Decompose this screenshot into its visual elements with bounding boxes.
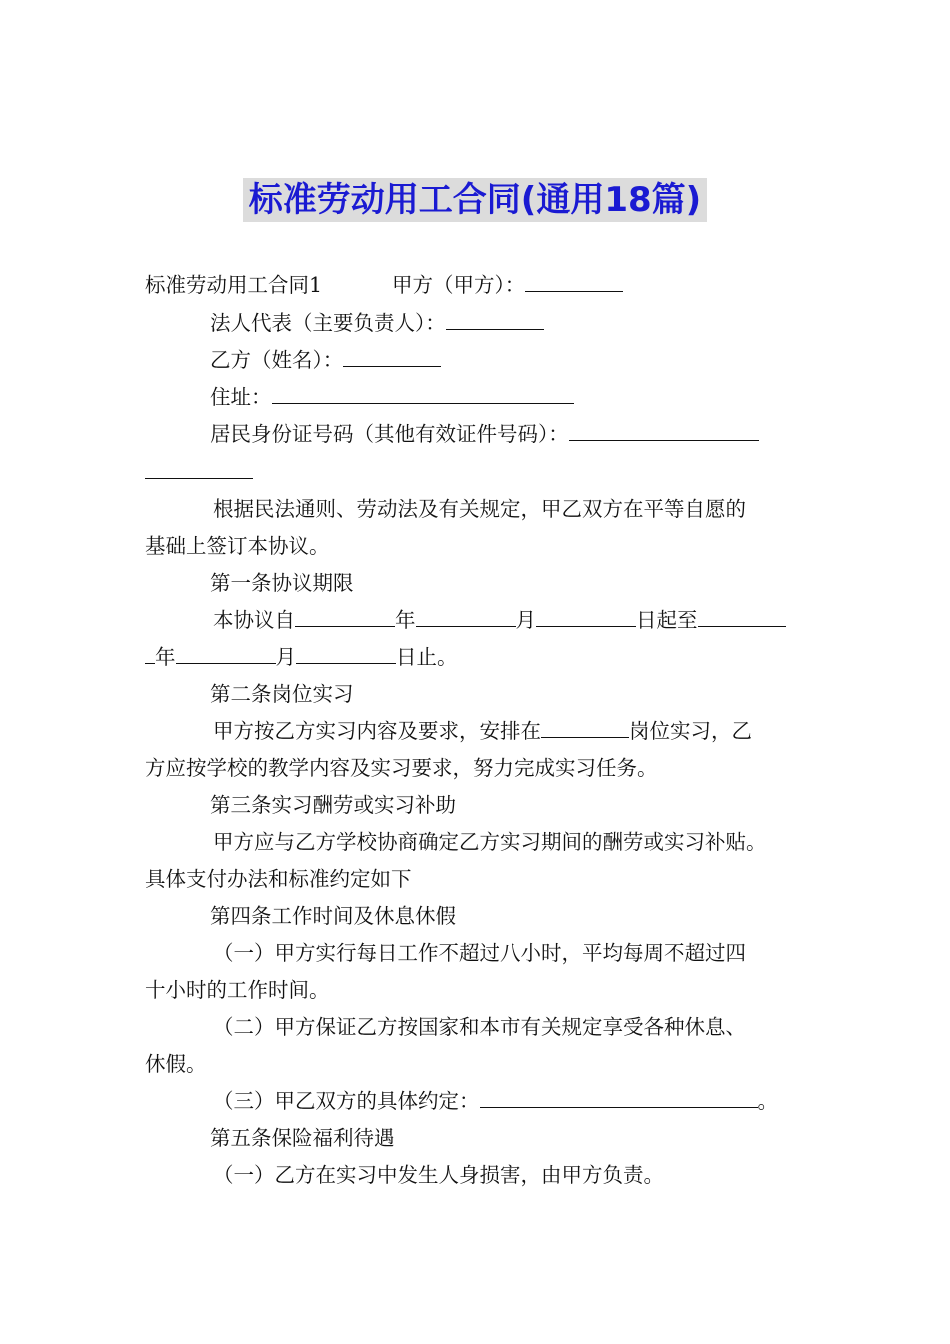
address-blank[interactable]: [272, 383, 574, 404]
end-day-blank[interactable]: [296, 643, 396, 664]
article-3-para-2: 具体支付办法和标准约定如下: [145, 867, 412, 891]
id-number-line-cont: [145, 458, 253, 486]
id-number-label: 居民身份证号码（其他有效证件号码）：: [210, 422, 569, 446]
party-b-blank[interactable]: [343, 346, 441, 367]
article-4-item-1b: 十小时的工作时间。: [145, 978, 330, 1002]
party-a-blank[interactable]: [525, 271, 623, 292]
article-4-item-3: [213, 1087, 778, 1115]
end-year-blank[interactable]: [698, 606, 786, 627]
art1-text-d: 日起至: [636, 608, 698, 632]
id-number-blank[interactable]: [569, 420, 759, 441]
party-b-label: 乙方（姓名）：: [210, 348, 344, 372]
preamble-line-2: 基础上签订本协议。: [145, 534, 330, 558]
specific-agreement-blank[interactable]: [480, 1087, 758, 1108]
art1-text-c: 月: [515, 608, 536, 632]
title-wrap: [0, 178, 950, 222]
art1-text-e: 年: [155, 645, 176, 669]
id-number-blank-cont[interactable]: [145, 458, 253, 479]
end-month-blank[interactable]: [176, 643, 276, 664]
article-1-heading: 第一条协议期限: [210, 571, 354, 595]
art1-text-b: 年: [395, 608, 416, 632]
article-4-heading: 第四条工作时间及休息休假: [210, 904, 456, 928]
position-blank[interactable]: [541, 717, 629, 738]
article-2-heading: 第二条岗位实习: [210, 682, 354, 706]
article-4-item-2a: （二）甲方保证乙方按国家和本市有关规定享受各种休息、: [213, 1015, 746, 1039]
art4-item3-end: 。: [757, 1089, 778, 1113]
address-line: [210, 383, 574, 411]
article-2-para-2: 方应按学校的教学内容及实习要求，努力完成实习任务。: [145, 756, 658, 780]
art1-text-a: 本协议自: [213, 608, 295, 632]
document-title: 标准劳动用工合同(通用18篇): [243, 178, 707, 222]
article-5-item-1: （一）乙方在实习中发生人身损害，由甲方负责。: [213, 1163, 664, 1187]
start-year-blank[interactable]: [295, 606, 395, 627]
article-4-item-2b: 休假。: [145, 1052, 207, 1076]
article-4-item-1a: （一）甲方实行每日工作不超过八小时，平均每周不超过四: [213, 941, 746, 965]
contract-label: 标准劳动用工合同1: [145, 273, 323, 297]
article-3-para-1: 甲方应与乙方学校协商确定乙方实习期间的酬劳或实习补贴。: [213, 830, 767, 854]
preamble-line-1: 根据民法通则、劳动法及有关规定，甲乙双方在平等自愿的: [213, 497, 746, 521]
article-1-para-2: [145, 643, 458, 671]
legal-rep-blank[interactable]: [446, 309, 544, 330]
article-1-para-1: [213, 606, 786, 634]
intro-line: [145, 271, 623, 299]
article-3-heading: 第三条实习酬劳或实习补助: [210, 793, 456, 817]
legal-rep-label: 法人代表（主要负责人）：: [210, 311, 446, 335]
party-b-line: [210, 346, 441, 374]
art1-text-g: 日止。: [396, 645, 458, 669]
end-year-blank-cont[interactable]: [145, 643, 155, 664]
start-month-blank[interactable]: [416, 606, 516, 627]
article-5-heading: 第五条保险福利待遇: [210, 1126, 395, 1150]
article-2-para-1: [213, 717, 752, 745]
address-label: 住址：: [210, 385, 272, 409]
art2-text-a: 甲方按乙方实习内容及要求，安排在: [213, 719, 541, 743]
start-day-blank[interactable]: [536, 606, 636, 627]
id-number-line: [210, 420, 759, 448]
art2-text-b: 岗位实习，乙: [629, 719, 752, 743]
art1-text-f: 月: [275, 645, 296, 669]
party-a-label: 甲方（甲方）：: [392, 273, 526, 297]
legal-rep-line: [210, 309, 544, 337]
art4-item3-text: （三）甲乙双方的具体约定：: [213, 1089, 480, 1113]
